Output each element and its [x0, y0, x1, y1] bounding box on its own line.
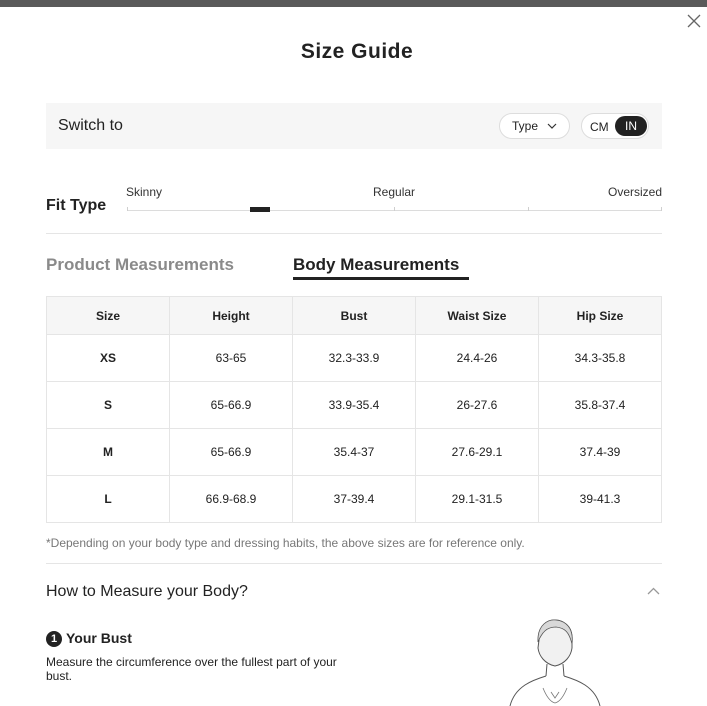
step-number-badge: 1 [46, 631, 62, 647]
dialog-title: Size Guide [300, 40, 414, 63]
table-header: Height [170, 297, 293, 335]
switch-label: Switch to [58, 117, 123, 134]
fit-option-oversized: Oversized [608, 185, 663, 199]
table-row [47, 476, 662, 523]
body-figure-illustration [505, 618, 605, 706]
close-button[interactable] [687, 14, 707, 34]
table-cell: 29.1-31.5 [416, 476, 539, 523]
close-icon [687, 14, 701, 28]
chevron-up-icon[interactable] [647, 587, 660, 595]
unit-toggle[interactable] [581, 113, 649, 139]
table-cell: 34.3-35.8 [539, 335, 662, 382]
table-cell: 35.4-37 [293, 429, 416, 476]
fit-tick [661, 207, 662, 211]
table-row [47, 382, 662, 429]
table-header-row [47, 297, 662, 335]
table-cell: 39-41.3 [539, 476, 662, 523]
table-row [47, 429, 662, 476]
table-cell: 35.8-37.4 [539, 382, 662, 429]
chevron-down-icon [547, 123, 557, 130]
top-edge-strip [0, 0, 707, 7]
table-cell: 63-65 [170, 335, 293, 382]
table-cell: 27.6-29.1 [416, 429, 539, 476]
table-cell-size: L [47, 476, 170, 523]
unit-in-option[interactable]: IN [615, 116, 647, 136]
reference-note: *Depending on your body type and dressing habits, the above sizes are for reference only. [46, 536, 525, 550]
table-row [47, 335, 662, 382]
divider [46, 563, 662, 564]
type-dropdown-label: Type [512, 119, 539, 133]
fit-option-regular: Regular [373, 185, 416, 199]
table-header: Hip Size [539, 297, 662, 335]
unit-cm-option[interactable]: CM [590, 120, 609, 134]
table-header: Size [47, 297, 170, 335]
step-description: Measure the circumference over the fullest part of your bust. [46, 655, 337, 683]
fit-option-skinny: Skinny [126, 185, 163, 199]
type-dropdown[interactable] [499, 113, 570, 139]
divider [46, 233, 662, 234]
table-cell: 65-66.9 [170, 429, 293, 476]
fit-type-label: Fit Type [46, 197, 107, 214]
tab-body-measurements[interactable]: Body Measurements [293, 255, 460, 274]
table-cell: 66.9-68.9 [170, 476, 293, 523]
tab-product-measurements[interactable]: Product Measurements [46, 255, 234, 274]
how-to-measure-heading[interactable]: How to Measure your Body? [46, 583, 248, 600]
table-cell: 32.3-33.9 [293, 335, 416, 382]
table-cell: 37-39.4 [293, 476, 416, 523]
active-tab-underline [293, 277, 469, 280]
fit-tick [127, 207, 128, 211]
table-cell: 33.9-35.4 [293, 382, 416, 429]
fit-tick [528, 207, 529, 211]
table-cell: 26-27.6 [416, 382, 539, 429]
table-cell-size: XS [47, 335, 170, 382]
table-cell-size: M [47, 429, 170, 476]
table-cell: 37.4-39 [539, 429, 662, 476]
table-cell-size: S [47, 382, 170, 429]
table-cell: 24.4-26 [416, 335, 539, 382]
switch-bar [46, 103, 662, 149]
step-title: Your Bust [66, 630, 132, 646]
table-cell: 65-66.9 [170, 382, 293, 429]
table-header: Waist Size [416, 297, 539, 335]
table-header: Bust [293, 297, 416, 335]
size-table [46, 296, 662, 523]
fit-type-marker [250, 207, 270, 212]
fit-tick [394, 207, 395, 211]
